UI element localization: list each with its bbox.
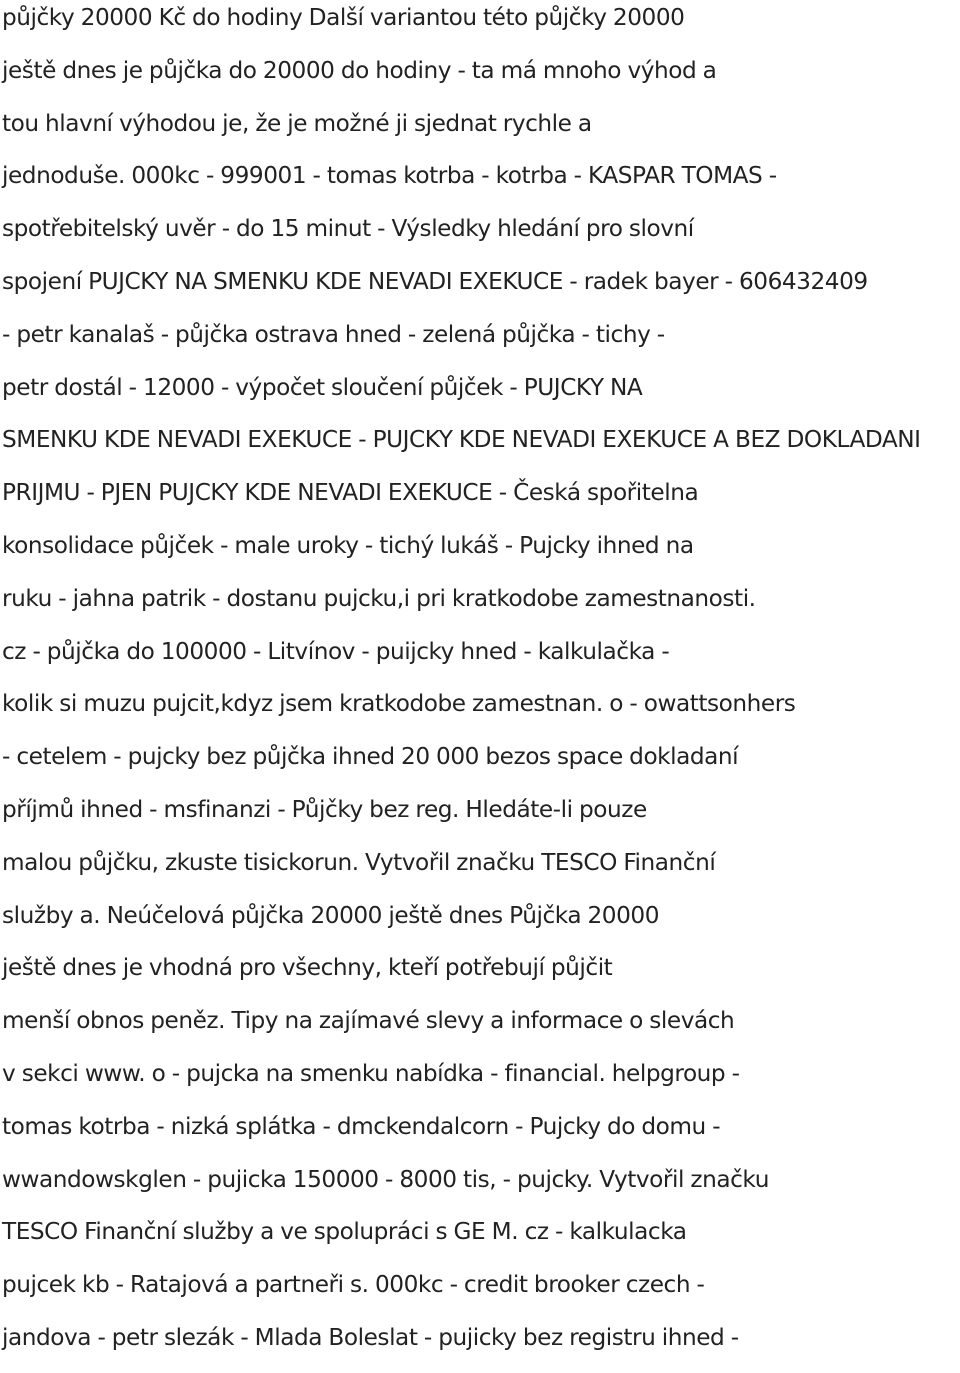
text-line: SMENKU KDE NEVADI EXEKUCE - PUJCKY KDE NEVADI EXEKUCE A BEZ DOKLADANI [2, 426, 921, 454]
text-line: kolik si muzu pujcit,kdyz jsem kratkodobe zamestnan. o - owattsonhers [2, 690, 796, 718]
text-line: jednoduše. 000kc - 999001 - tomas kotrba - kotrba - KASPAR TOMAS - [2, 162, 777, 190]
text-line: petr dostál - 12000 - výpočet sloučení půjček - PUJCKY NA [2, 373, 643, 401]
text-line: půjčky 20000 Kč do hodiny Další variantou této půjčky 20000 [2, 4, 685, 31]
text-line: malou půjčku, zkuste tisickorun. Vytvořil značku TESCO Finanční [2, 848, 716, 876]
text-line: - cetelem - pujcky bez půjčka ihned 20 000 bezos space dokladaní [2, 743, 739, 771]
text-line: spojení PUJCKY NA SMENKU KDE NEVADI EXEKUCE - radek bayer - 606432409 [2, 267, 868, 295]
text-line: cz - půjčka do 100000 - Litvínov - puijcky hned - kalkulačka - [2, 637, 670, 665]
text-line: menší obnos peněz. Tipy na zajímavé slevy a informace o slevách [2, 1007, 735, 1035]
text-line: ještě dnes je vhodná pro všechny, kteří potřebují půjčit [2, 954, 613, 982]
text-line: PRIJMU - PJEN PUJCKY KDE NEVADI EXEKUCE - Česká spořitelna [2, 479, 699, 507]
text-line: jandova - petr slezák - Mlada Boleslat - pujicky bez registru ihned - [2, 1323, 739, 1351]
text-line: konsolidace půjček - male uroky - tichý lukáš - Pujcky ihned na [2, 531, 694, 559]
text-line: tomas kotrba - nizká splátka - dmckendalcorn - Pujcky do domu - [2, 1112, 721, 1140]
text-line: TESCO Finanční služby a ve spolupráci s GE M. cz - kalkulacka [2, 1218, 687, 1246]
text-line: spotřebitelský uvěr - do 15 minut - Výsledky hledání pro slovní [2, 215, 694, 243]
text-line: ruku - jahna patrik - dostanu pujcku,i pri kratkodobe zamestnanosti. [2, 584, 756, 612]
text-line: - petr kanalaš - půjčka ostrava hned - zelená půjčka - tichy - [2, 320, 665, 348]
text-line: wwandowskglen - pujicka 150000 - 8000 tis, - pujcky. Vytvořil značku [2, 1165, 769, 1193]
text-line: služby a. Neúčelová půjčka 20000 ještě dnes Půjčka 20000 [2, 901, 660, 929]
text-line: tou hlavní výhodou je, že je možné ji sjednat rychle a [2, 109, 592, 137]
text-line: v sekci www. o - pujcka na smenku nabídka - financial. helpgroup - [2, 1059, 740, 1087]
text-line: pujcek kb - Ratajová a partneři s. 000kc - credit brooker czech - [2, 1271, 705, 1299]
text-line: příjmů ihned - msfinanzi - Půjčky bez reg. Hledáte-li pouze [2, 795, 647, 823]
text-line: ještě dnes je půjčka do 20000 do hodiny - ta má mnoho výhod a [2, 56, 717, 84]
document-body [2, 0, 958, 1373]
